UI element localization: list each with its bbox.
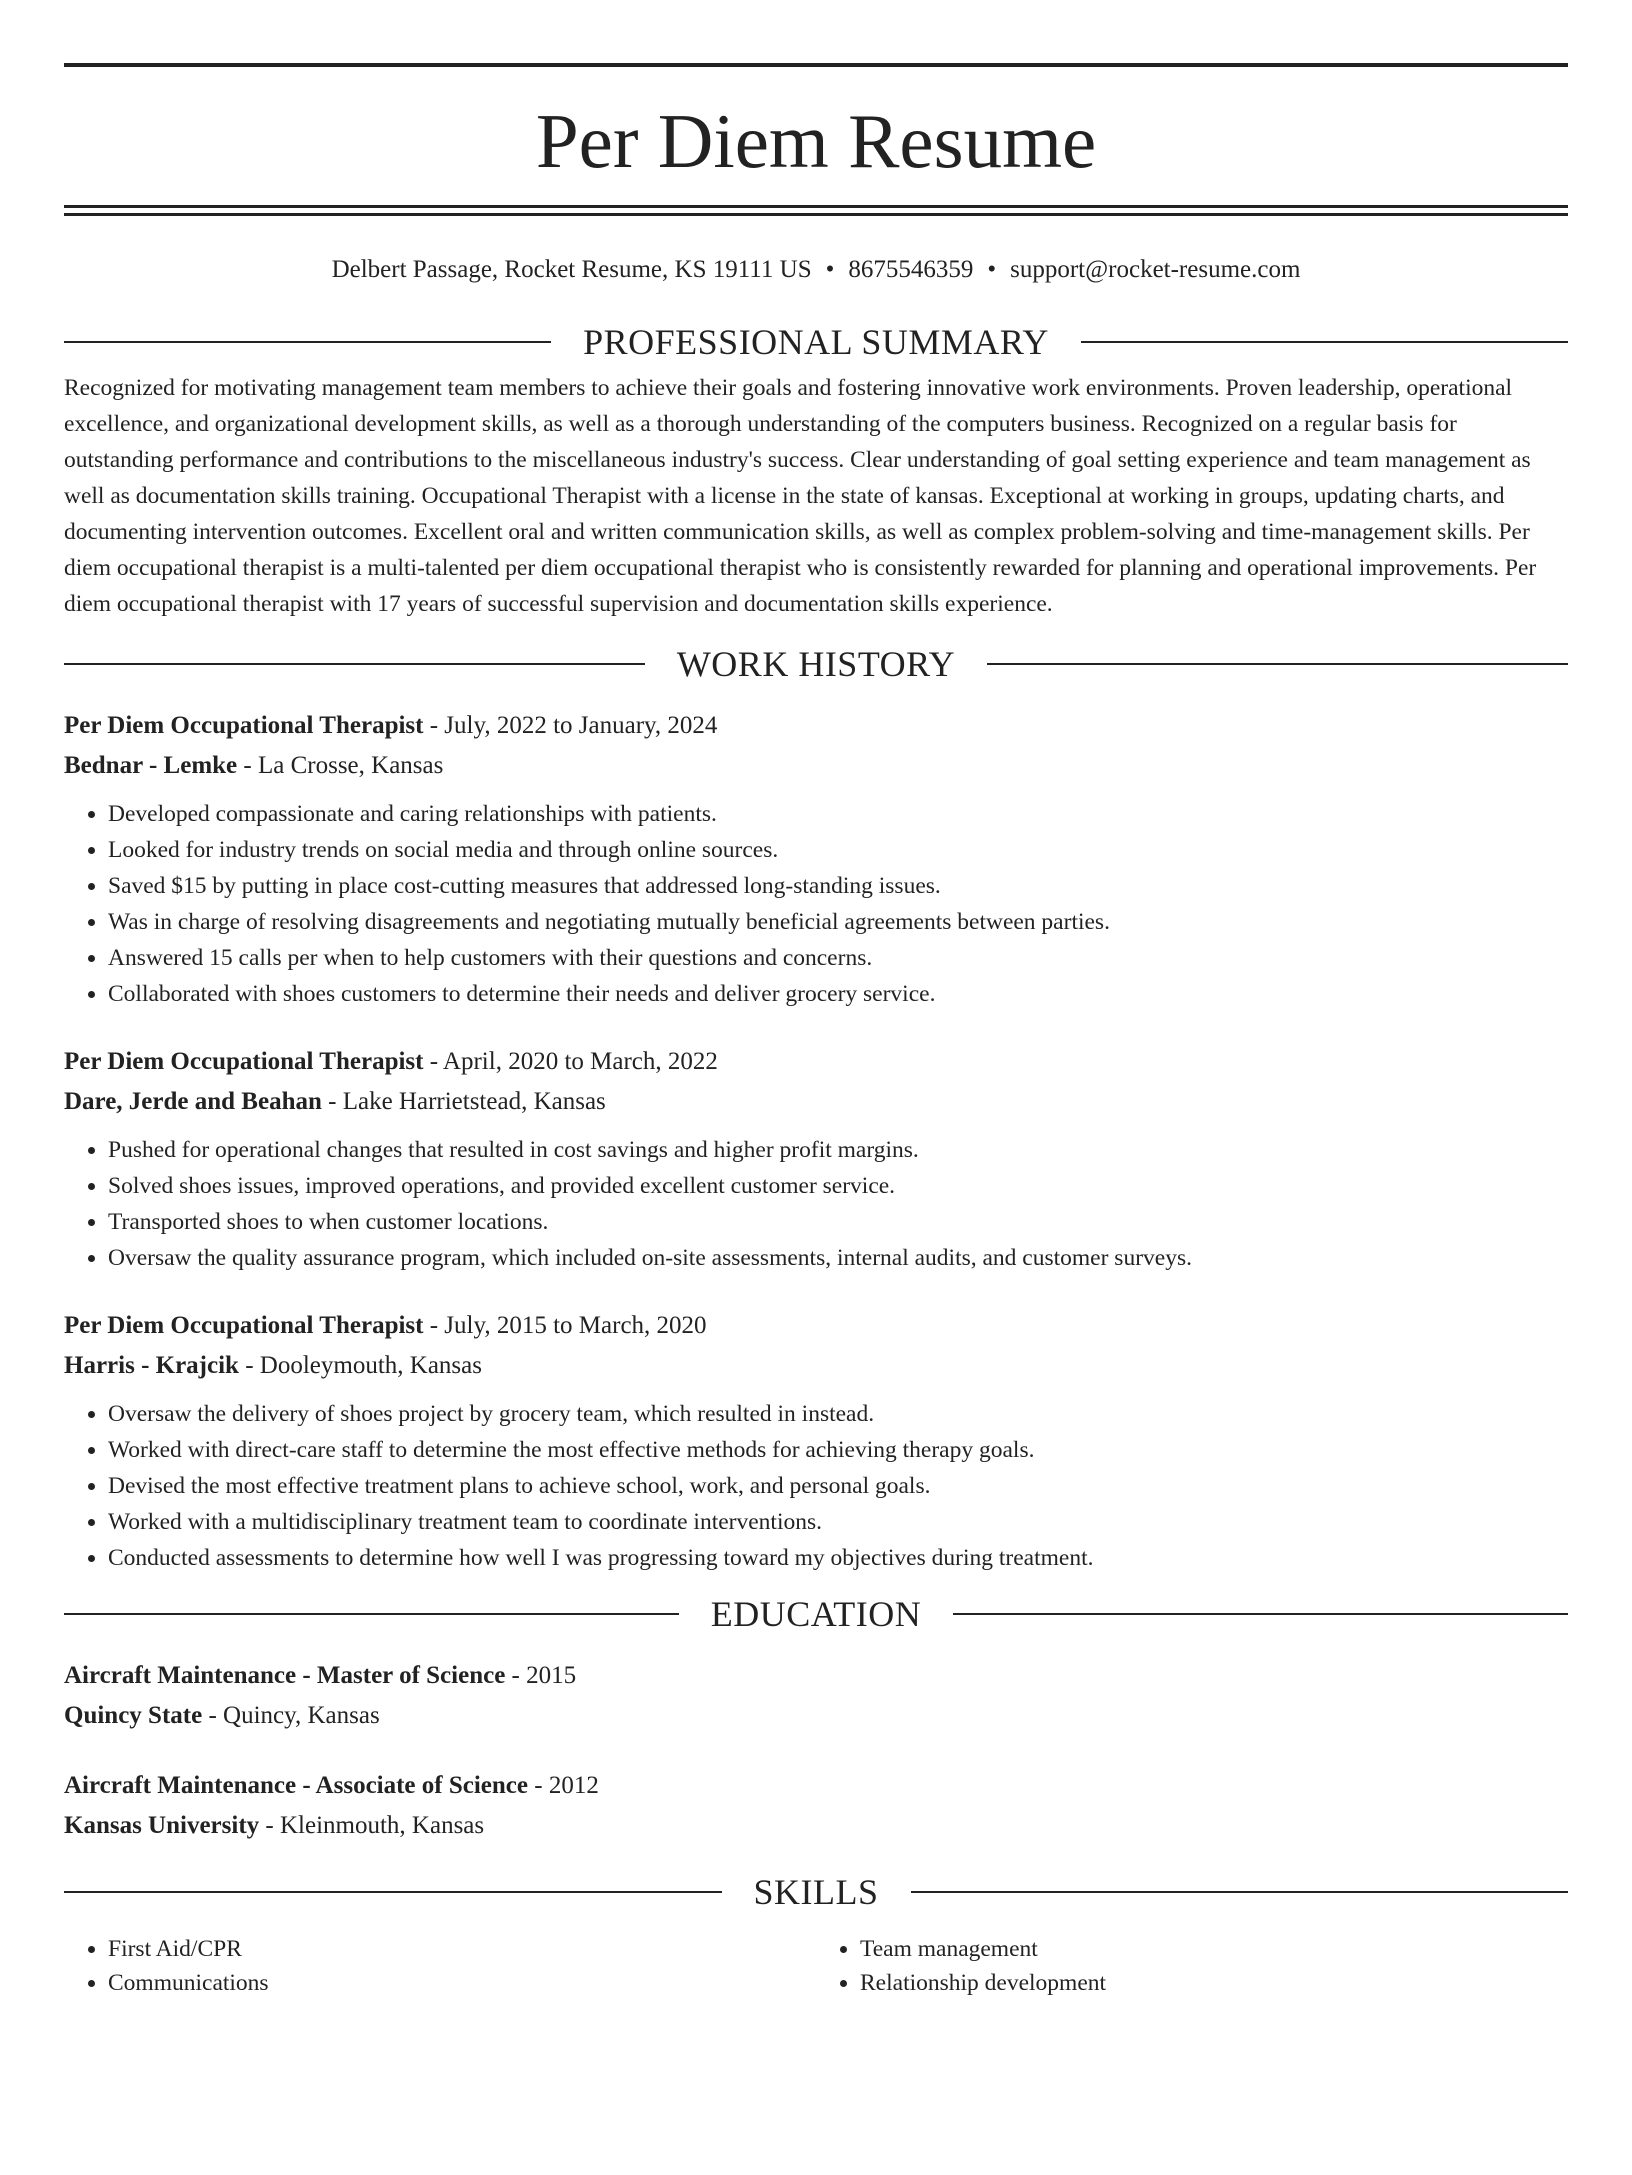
list-item: • Oversaw the quality assurance program, which included on-site assessments, internal audits, and customer surveys. (108, 1240, 1568, 1276)
education-degree: Aircraft Maintenance - Master of Science (64, 1662, 506, 1689)
contact-separator: • (825, 256, 835, 283)
job-bullets (64, 796, 1568, 1012)
skills-list (64, 1932, 1568, 2000)
list-item: • Devised the most effective treatment plans to achieve school, work, and personal goals. (108, 1468, 1568, 1504)
list-item: • First Aid/CPR (108, 1932, 816, 1966)
list-item: • Relationship development (860, 1966, 1568, 2000)
list-item: • Oversaw the delivery of shoes project by grocery team, which resulted in instead. (108, 1396, 1568, 1432)
heading-rule (64, 1613, 679, 1615)
list-item: • Worked with direct-care staff to determine the most effective methods for achieving therapy goals. (108, 1432, 1568, 1468)
title-double-rule (64, 205, 1568, 216)
job-location: - Lake Harrietstead, Kansas (321, 1088, 606, 1115)
contact-phone: 8675546359 (848, 256, 974, 283)
job-company: Bednar - Lemke (64, 752, 238, 779)
list-item: • Pushed for operational changes that resulted in cost savings and higher profit margins. (108, 1132, 1568, 1168)
job-location: - La Crosse, Kansas (237, 752, 444, 779)
education-year: - 2012 (528, 1772, 599, 1799)
job-entry (64, 1042, 1568, 1276)
skills-column-left (64, 1932, 816, 2000)
list-item: • Answered 15 calls per when to help customers with their questions and concerns. (108, 940, 1568, 976)
job-entry (64, 1306, 1568, 1576)
education-entry (64, 1766, 1568, 1846)
list-item: • Was in charge of resolving disagreements and negotiating mutually beneficial agreements between parties. (108, 904, 1568, 940)
job-company: Harris - Krajcik (64, 1352, 239, 1379)
job-bullets (64, 1132, 1568, 1276)
job-company: Dare, Jerde and Beahan (64, 1088, 322, 1115)
skills-heading (64, 1872, 1568, 1912)
heading-rule (64, 663, 645, 665)
job-title: Per Diem Occupational Therapist (64, 1048, 424, 1075)
list-item: • Collaborated with shoes customers to determine their needs and deliver grocery service. (108, 976, 1568, 1012)
heading-rule (64, 1891, 722, 1893)
education-school: Quincy State (64, 1702, 203, 1729)
heading-rule (1081, 341, 1568, 343)
education-location: - Quincy, Kansas (202, 1702, 380, 1729)
work-heading-label: WORK HISTORY (676, 644, 956, 684)
job-title: Per Diem Occupational Therapist (64, 712, 424, 739)
list-item: • Solved shoes issues, improved operations, and provided excellent customer service. (108, 1168, 1568, 1204)
job-location: - Dooleymouth, Kansas (238, 1352, 482, 1379)
education-location: - Kleinmouth, Kansas (259, 1812, 485, 1839)
education-heading-label: EDUCATION (710, 1594, 922, 1634)
resume-page (0, 63, 1632, 2175)
list-item: • Worked with a multidisciplinary treatment team to coordinate interventions. (108, 1504, 1568, 1540)
education-heading (64, 1594, 1568, 1634)
skills-column-right (816, 1932, 1568, 2000)
education-school: Kansas University (64, 1812, 260, 1839)
skills-heading-label: SKILLS (753, 1872, 879, 1912)
contact-email: support@rocket-resume.com (1010, 256, 1301, 283)
contact-separator: • (987, 256, 997, 283)
summary-heading-label: PROFESSIONAL SUMMARY (583, 322, 1049, 362)
list-item: • Conducted assessments to determine how well I was progressing toward my objectives during treatment. (108, 1540, 1568, 1576)
job-title: Per Diem Occupational Therapist (64, 1312, 424, 1339)
list-item: • Saved $15 by putting in place cost-cutting measures that addressed long-standing issues. (108, 868, 1568, 904)
heading-rule (911, 1891, 1569, 1893)
job-entry (64, 706, 1568, 1012)
job-bullets (64, 1396, 1568, 1576)
list-item: • Developed compassionate and caring relationships with patients. (108, 796, 1568, 832)
list-item: • Transported shoes to when customer locations. (108, 1204, 1568, 1240)
list-item: • Team management (860, 1932, 1568, 1966)
list-item: • Communications (108, 1966, 816, 2000)
education-entry (64, 1656, 1568, 1736)
job-dates: - July, 2015 to March, 2020 (423, 1312, 707, 1339)
resume-title: Per Diem Resume (535, 98, 1097, 184)
summary-text: Recognized for motivating management team members to achieve their goals and fostering innovative work environments. Proven leadership, operational excellence, and organizational development skills, as well as a thorough understanding of the computers business. Recognized on a regular basis for outstanding performance and contributions to the miscellaneous industry's success. Clear understanding of goal setting experience and team management as well as documentation skills training. Occupational Therapist with a license in the state of kansas. Exceptional at working in groups, updating charts, and documenting intervention outcomes. Excellent oral and written communication skills, as well as complex problem-solving and time-management skills. Per diem occupational therapist is a multi-talented per diem occupational therapist who is consistently rewarded for planning and operational improvements. Per diem occupational therapist with 17 years of successful supervision and documentation skills experience. (64, 375, 1537, 617)
contact-line (64, 252, 1568, 288)
heading-rule (64, 341, 551, 343)
top-rule (64, 63, 1568, 67)
summary-heading (64, 324, 1568, 360)
heading-rule (953, 1613, 1568, 1615)
job-dates: - April, 2020 to March, 2022 (423, 1048, 718, 1075)
education-year: - 2015 (505, 1662, 577, 1689)
education-degree: Aircraft Maintenance - Associate of Science (64, 1772, 528, 1799)
heading-rule (987, 663, 1568, 665)
job-dates: - July, 2022 to January, 2024 (423, 712, 718, 739)
list-item: • Looked for industry trends on social media and through online sources. (108, 832, 1568, 868)
contact-address: Delbert Passage, Rocket Resume, KS 19111 US (331, 256, 812, 283)
work-heading (64, 644, 1568, 684)
